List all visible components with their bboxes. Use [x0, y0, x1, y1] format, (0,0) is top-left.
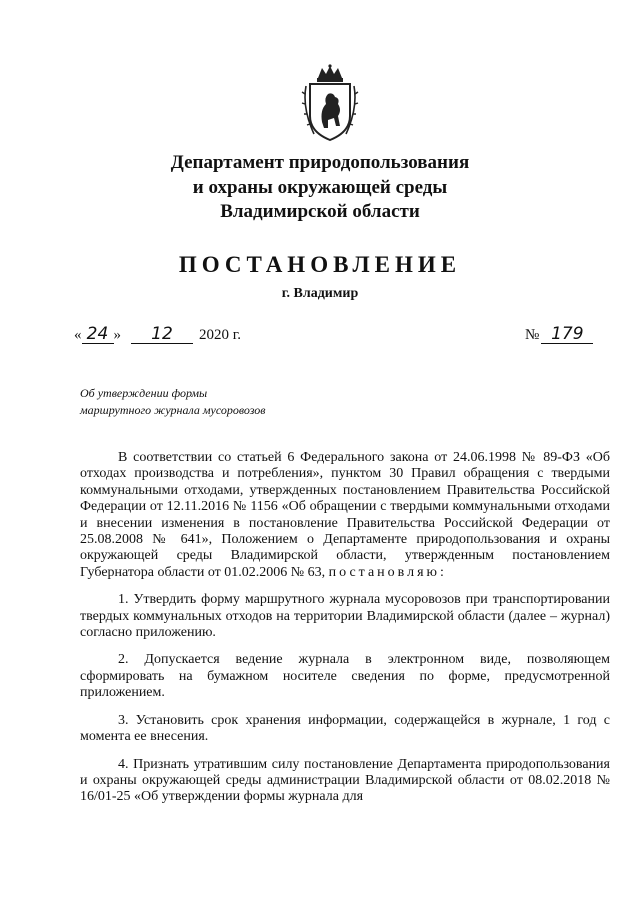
city-label: г. Владимир: [281, 286, 359, 301]
decree-word: постановляю:: [328, 564, 447, 580]
paragraph-4: 4. Признать утратившим силу постановление Департамента природопользования и охраны окружающей среды администрации Владимирской области от 08.02.2018 № 16/01-25 «Об утверждении формы журнала для: [80, 756, 610, 805]
preamble-paragraph: [80, 450, 610, 581]
document-body: [80, 450, 610, 817]
document-date: [74, 326, 241, 344]
preamble-text: В соответствии со статьей 6 Федерального закона от 24.06.1998 № 89-ФЗ «Об отходах производства и потребления», пунктом 30 Правил обращения с твердыми коммунальными отходами, утвержденных постановлением Правительства Российской Федерации от 12.11.2016 № 1156 «Об обращении с твердыми коммунальными отходами и внесении изменения в постановление Правительства Российской Федерации от 25.08.2008 № 641», Положением о Департаменте природопользования и охраны окружающей среды Владимирской области, утвержденным постановлением Губернатора области от 01.02.2006 № 63,: [80, 450, 610, 580]
date-year: 2020 г.: [199, 327, 241, 343]
quote-close: »: [113, 327, 121, 343]
paragraph-3: 3. Установить срок хранения информации, содержащейся в журнале, 1 год с момента ее внесения.: [80, 712, 610, 745]
subject-line-1: Об утверждении формы: [80, 386, 208, 400]
vladimir-coat-of-arms-icon: [300, 64, 360, 144]
subject-line-2: маршрутного журнала мусоровозов: [80, 403, 266, 417]
document-number: [525, 326, 593, 344]
date-month: 12: [131, 326, 193, 344]
number-label: №: [525, 327, 540, 343]
document-type-title: ПОСТАНОВЛЕНИЕ: [178, 252, 462, 277]
paragraph-1: 1. Утвердить форму маршрутного журнала мусоровозов при транспортировании твердых коммунальных отходов на территории Владимирской области (далее – журнал) согласно приложению.: [80, 592, 610, 641]
department-name-line-1: Департамент природопользования: [170, 152, 470, 173]
number-value: 179: [541, 326, 593, 344]
document-subject: [80, 385, 265, 419]
quote-open: «: [74, 327, 82, 343]
department-name-line-3: Владимирской области: [220, 201, 420, 222]
department-name-line-2: и охраны окружающей среды: [192, 177, 448, 198]
date-day: 24: [82, 326, 114, 344]
paragraph-2: 2. Допускается ведение журнала в электронном виде, позволяющем сформировать на бумажном носителе сведения по форме, предусмотренной приложением.: [80, 652, 610, 701]
